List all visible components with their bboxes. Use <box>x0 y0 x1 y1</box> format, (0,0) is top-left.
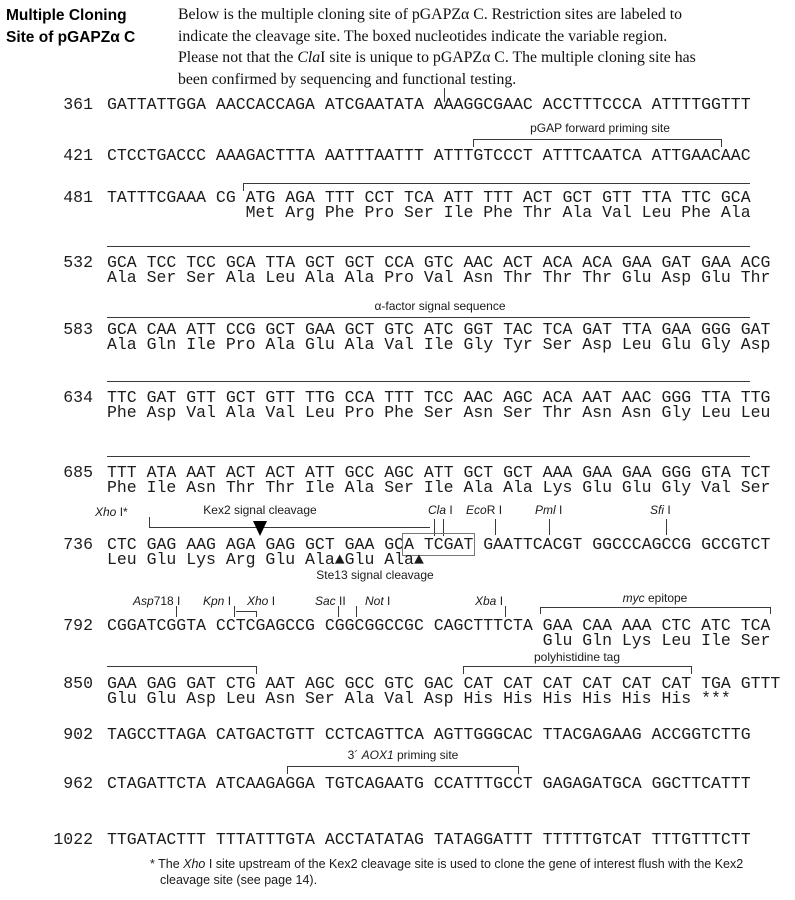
restriction-site-label-asp718: Asp718 I <box>133 594 181 608</box>
xho-italic: Xho <box>183 857 206 871</box>
position-number: 902 <box>63 725 93 744</box>
pml-tick <box>549 519 550 535</box>
myc-epitope-label: myc epitope <box>622 591 688 605</box>
bracket-line <box>473 139 721 140</box>
intro-line3: Please not that the ClaI site is unique to pGAPZα C. The multiple cloning site has <box>178 49 696 66</box>
page-title-line1: Multiple Cloning <box>6 7 127 24</box>
intro-paragraph <box>178 4 795 90</box>
position-number: 421 <box>63 146 93 165</box>
footnote-line2: cleavage site (see page 14). <box>160 873 318 887</box>
myc-bracket-line <box>540 607 770 608</box>
amino-acid-sequence: Phe Asp Val Ala Val Leu Pro Phe Ser Asn Ser Thr Asn Asn Gly Leu Leu <box>107 403 771 422</box>
polyhistidine-bracket-line <box>463 666 691 667</box>
polyhistidine-bracket-tick <box>463 666 464 674</box>
cla-italic: Cla <box>297 49 321 66</box>
dna-sequence: GATTATTGGA AACCACCAGA ATCGAATATA AAAGGCGAAC ACCTTTCCCA ATTTTGGTTT <box>107 95 751 114</box>
dna-sequence: TTC GAT GTT GCT GTT TTG CCA TTT TCC AAC AGC ACA AAT AAC GGG TTA TTG <box>107 388 771 407</box>
footnote-line1: * The Xho I site upstream of the Kex2 cleavage site is used to clone the gene of interest flush with the Kex2 <box>150 857 744 871</box>
restriction-site-label-sac: Sac II <box>315 594 346 608</box>
intro-line1: Below is the multiple cloning site of pGAPZα C. Restriction sites are labeled to <box>178 6 683 23</box>
dna-sequence: CGGATCGGTA CCTCGAGCCG CGGCGGCCGC CAGCTTTCTA GAA CAA AAA CTC ATC TCA <box>107 616 771 635</box>
aox1-priming-site-label: 3´ AOX1 priming site <box>347 748 459 762</box>
position-number: 1022 <box>53 830 93 849</box>
dna-sequence: GAA GAG GAT CTG AAT AGC GCC GTC GAC CAT CAT CAT CAT CAT CAT TGA GTTT <box>107 674 781 693</box>
orf-overline <box>107 381 750 382</box>
amino-acid-sequence: Phe Ile Asn Thr Thr Ile Ala Ser Ile Ala Ala Lys Glu Glu Gly Val Ser <box>107 478 771 497</box>
restriction-site-label-pml: Pml I <box>535 503 563 517</box>
orf-overline <box>107 246 750 247</box>
position-number: 685 <box>63 463 93 482</box>
orf-overline <box>107 317 750 318</box>
pgap-forward-priming-site-label: pGAP forward priming site <box>530 121 670 135</box>
position-number: 361 <box>63 95 93 114</box>
dna-sequence: TATTTCGAAA CG ATG AGA TTT CCT TCA ATT TTT ACT GCT GTT TTA TTC GCA <box>107 188 751 207</box>
myc-bracket-tick <box>770 607 771 614</box>
position-number: 532 <box>63 253 93 272</box>
restriction-site-label-xho1: Xho I* <box>95 505 128 519</box>
polyhistidine-bracket-tick <box>691 666 692 674</box>
orf-overline <box>243 183 750 184</box>
position-number: 962 <box>63 774 93 793</box>
ste13-signal-cleavage-label: Ste13 signal cleavage <box>316 568 434 582</box>
dna-sequence: CTC GAG AAG AGA GAG GCT GAA GCA TCGAT GAATTCACGT GGCCCAGCCG GCCGTCT <box>107 535 771 554</box>
sfi-tick <box>666 519 667 535</box>
ecor-tick <box>495 519 496 535</box>
amino-acid-sequence: Ala Ser Ser Ala Leu Ala Ala Pro Val Asn Thr Thr Thr Glu Asp Glu Thr <box>107 268 771 287</box>
dna-sequence: CTAGATTCTA ATCAAGAGGA TGTCAGAATG CCATTTGCCT GAGAGATGCA GGCTTCATTT <box>107 774 751 793</box>
kex2-cleavage-arrow-icon <box>253 521 267 536</box>
page-title-line2: Site of pGAPZα C <box>6 29 136 46</box>
restriction-site-label-not: Not I <box>365 594 391 608</box>
amino-acid-sequence: Ala Gln Ile Pro Ala Glu Ala Val Ile Gly Tyr Ser Asp Leu Glu Gly Asp <box>107 335 771 354</box>
myc-bracket-line <box>107 666 256 667</box>
intro-line2: indicate the cleavage site. The boxed nucleotides indicate the variable region. <box>178 27 668 45</box>
aox1-bracket-tick <box>287 766 288 774</box>
amino-acid-sequence: Glu Glu Asp Leu Asn Ser Ala Val Asp His His His His His His *** <box>107 689 731 708</box>
polyhistidine-tag-label: polyhistidine tag <box>533 650 621 664</box>
dna-sequence: TTGATACTTT TTTATTTGTA ACCTATATAG TATAGGATTT TTTTTGTCAT TTTGTTTCTT <box>107 830 751 849</box>
alpha-factor-signal-sequence-label: α-factor signal sequence <box>374 299 506 313</box>
position-number: 634 <box>63 388 93 407</box>
dna-sequence: GCA TCC TCC GCA TTA GCT GCT CCA GTC AAC ACT ACA ACA GAA GAT GAA ACG <box>107 253 771 272</box>
kex2-signal-cleavage-label: Kex2 signal cleavage <box>203 503 317 517</box>
myc-bracket-tick <box>540 607 541 614</box>
intro-line4: been confirmed by sequencing and functional testing. <box>178 70 517 88</box>
amino-acid-sequence: Glu Gln Lys Leu Ile Ser <box>107 631 771 650</box>
dna-sequence: TTT ATA AAT ACT ACT ATT GCC AGC ATT GCT GCT AAA GAA GAA GGG GTA TCT <box>107 463 771 482</box>
amino-acid-sequence: Leu Glu Lys Arg Glu Ala▲Glu Ala▲ <box>107 550 424 569</box>
aox1-bracket-line <box>287 766 518 767</box>
kpn-xho-connector-line <box>236 611 256 612</box>
position-number: 736 <box>63 535 93 554</box>
myc-bracket-tick <box>256 666 257 674</box>
aox1-bracket-tick <box>518 766 519 774</box>
restriction-site-label-xba: Xba I <box>475 594 504 608</box>
restriction-site-label-cla: Cla I <box>428 503 453 517</box>
restriction-site-label-kpn: Kpn I <box>203 594 232 608</box>
dna-sequence: TAGCCTTAGA CATGACTGTT CCTCAGTTCA AGTTGGGCAC TTACGAGAAG ACCGGTCTTG <box>107 725 751 744</box>
restriction-site-label-xho2: Xho I <box>247 594 276 608</box>
xho1-tick <box>149 517 150 527</box>
dna-sequence: CTCCTGACCC AAAGACTTTA AATTTAATTT ATTTGTCCCT ATTTCAATCA ATTGAACAAC <box>107 146 751 165</box>
position-number: 792 <box>63 616 93 635</box>
page-title <box>6 5 135 49</box>
restriction-site-label-sfi: Sfi I <box>650 503 671 517</box>
cla-tick <box>434 519 435 536</box>
sequence-tick <box>444 88 445 102</box>
position-number: 481 <box>63 188 93 207</box>
orf-overline <box>107 456 750 457</box>
position-number: 583 <box>63 320 93 339</box>
restriction-site-label-ecor: EcoR I <box>466 503 503 517</box>
variable-region-box: A TCGAT <box>404 535 474 554</box>
position-number: 850 <box>63 674 93 693</box>
xho1-cla-connector-line <box>149 527 430 528</box>
cla-tick <box>443 519 444 536</box>
amino-acid-sequence: Met Arg Phe Pro Ser Ile Phe Thr Ala Val Leu Phe Ala <box>107 203 751 222</box>
dna-sequence: GCA CAA ATT CCG GCT GAA GCT GTC ATC GGT TAC TCA GAT TTA GAA GGG GAT <box>107 320 771 339</box>
